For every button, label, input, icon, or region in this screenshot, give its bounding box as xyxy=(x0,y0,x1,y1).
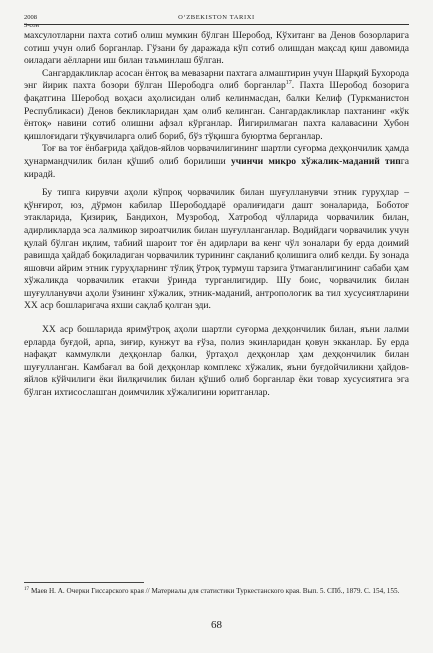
header-journal-title: O‘ZBEKISTON TARIXI xyxy=(178,14,255,21)
body-text xyxy=(24,30,409,400)
paragraph-2: Сангардакликлар асосан ёнтоқ ва мевазарни пахтага алмаштирин учун Шарқий Бухорода энг йирик пахта бозори бўлган Шерободга олиб борганлар$^{17}$. Пахта Шеробод бозорига фақатгина Шеробод воҳаси аҳолисидан олиб келинмасдан, балки Келиф (Туркманистон Республикаси) Денов бекликларидан ҳам олиб келинган. Сангардакликлар пахтанинг «кўк ёнтоқ» навини сотиб олишни афзал кўрганлар. Йигирилмаган пахта калавасини Хубон қишлоғидаги тўқувчиларга олиб бориб, бўз тўқишга буюртма берганлар. xyxy=(24,67,409,142)
paragraph-1: махсулотларни пахта сотиб олиш мумкин бўлган Шеробод, Кўхитанг ва Денов бозорларига сотиш учун олиб борганлар. Гўзани бу даражада кўп сотиб олишдан мақсад қиш давомида оиладаги аёлларни иш билан таъминлаш бўлган. xyxy=(24,30,409,67)
bold-term: учинчи микро хўжалик-маданий тип xyxy=(230,155,401,167)
paragraph-4: Бу типга кирувчи аҳоли кўпроқ чорвачилик билан шуғулланувчи этник гуруҳлар – қўнғирот, юз, дўрмон кабилар Шерободдарё оралиғидаги дашт зоналарида, Боботоғ этакларида, Қизириқ, Бандихон, Музробод, Хатробод чўлларида чорвачилик билан, адирликларда эса лалмикор зироатчилик билан шуғулланганлар. Водийдаги чорвачилик учун қулай бўлган иқлим, табиий шароит тоғ ён адирлари ва кенг чўл зоналари бу ерда доимий равишда ҳайдаб боқиладиган чорвачилик турининг сақланиб қолишига олиб келди. Бу зонада яшовчи айрим этник гуруҳларнинг тўлиқ ўтроқ турмуш тарзига ўтмаганлигининг сабаби ҳам хўжаликда чорвачилик етакчи ўринда турганлигидир. Шу боис, чорвачилик билан шуғулланувчи аҳоли ўзининг хўжалик, этник-маданий, антропологик ва тил хусусиятларини XX аср бошларигача яхши сақлаб қолган эди. xyxy=(24,187,409,312)
paragraph-5: XX аср бошларида яримўтроқ аҳоли шартли суғорма деҳқончилик билан, яъни лалми ерларда буғдой, арпа, зиғир, кунжут ва ғўза, полиз экинларидан қовун экканлар. Бу ерда нафақат каммулкли деҳқонлар балки, ўртаҳол деҳқонлар ҳам деҳқончилик билан шуғулланган. Камбағал ва бой деҳқонлар комплекс хўжалик, яъни буғдойчиликни ҳайдов-яйлов кўйчилиги ёки йилқичилик билан қўшиб олиб борганлар ёки товар хусусиятига эга бўлган ихтисослашган доимчилик хўжалигини юритганлар. xyxy=(24,324,409,399)
running-header xyxy=(24,12,409,29)
footnote-mark: 17 xyxy=(24,586,29,592)
header-year: 2008 xyxy=(24,14,37,21)
header-issue: 3-сон xyxy=(24,22,40,29)
footnote-separator xyxy=(24,582,144,583)
footnote-reference: 17 xyxy=(285,80,292,87)
footnote xyxy=(24,586,409,596)
footnote-text: Маев Н. А. Очерки Гиссарского края // Материалы для статистики Туркестанского края. Вып. 5. СПб., 1879. С. 154, 155. xyxy=(31,587,400,595)
header-rule xyxy=(24,24,409,25)
page-number: 68 xyxy=(211,619,222,631)
paragraph-3: Тоғ ва тоғ ёнбағрида ҳайдов-яйлов чорвачилигининг шартли суғорма деҳқончилик ҳамда ҳунармандчилик билан қўшиб олиб борилиши учинчи микро хўжалик-маданий типга кирадй. xyxy=(24,143,409,180)
